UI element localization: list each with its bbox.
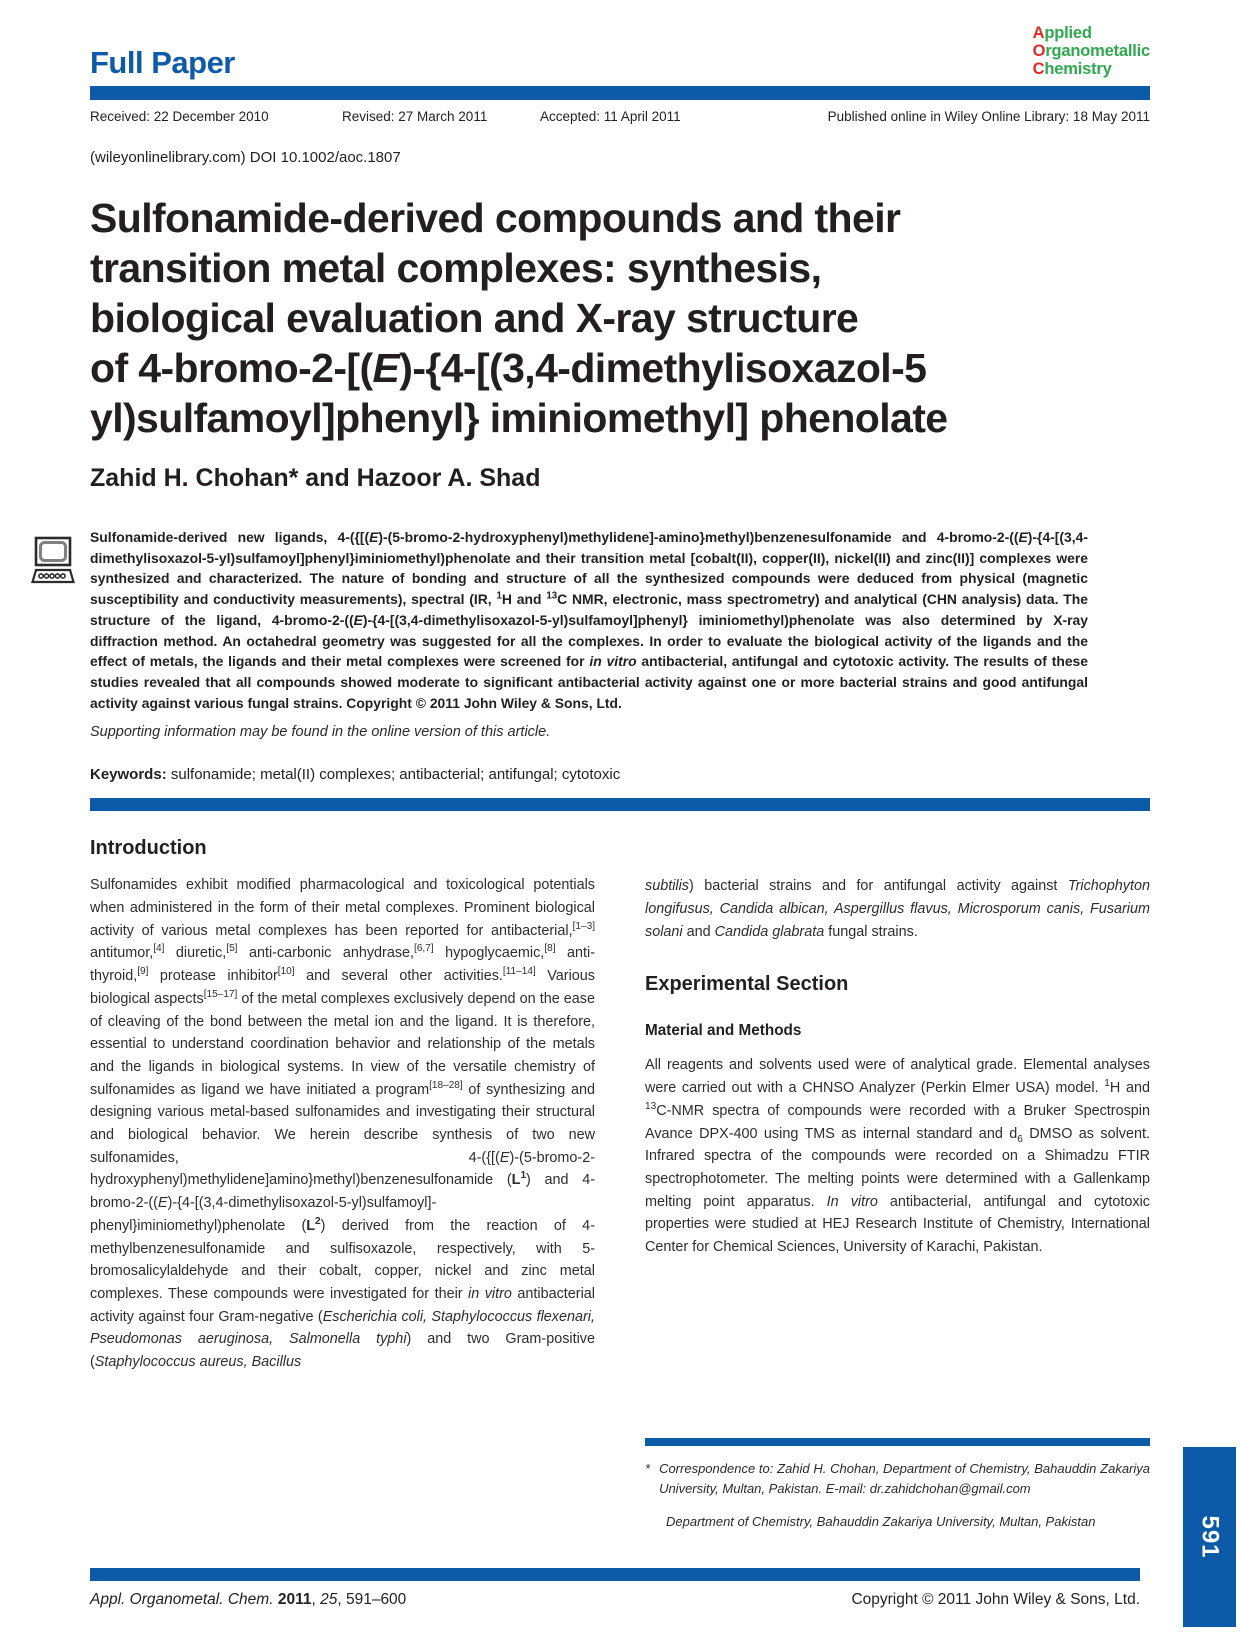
supporting-info-monitor-icon [30, 529, 76, 596]
copyright-notice: Copyright © 2011 John Wiley & Sons, Ltd. [851, 1591, 1140, 1608]
footnote-block [645, 1438, 1150, 1531]
revised-date: Revised: 27 March 2011 [342, 109, 488, 124]
article-title [90, 193, 1150, 443]
title-line: Sulfonamide-derived compounds and their [90, 195, 901, 241]
published-date: Published online in Wiley Online Library: 18 May 2011 [827, 109, 1150, 124]
left-column [90, 827, 595, 1373]
correspondence-text[interactable]: Correspondence to: Zahid H. Chohan, Department of Chemistry, Bahauddin Zakariya University, Multan, Pakistan. E-mail: dr.zahidchohan@gmail.com [659, 1461, 1150, 1496]
received-date: Received: 22 December 2010 [90, 109, 269, 124]
keywords-label: Keywords: [90, 766, 167, 784]
journal-citation: Appl. Organometal. Chem. 2011, 25, 591–600 [90, 1591, 407, 1608]
logo-line-3: Chemistry [1032, 60, 1112, 78]
supporting-info-note: Supporting information may be found in the online version of this article. [90, 724, 551, 741]
introduction-paragraph: Sulfonamides exhibit modified pharmacological and toxicological potentials when administered in the form of their metal complexes. Prominent biological activity of various metal complexes has been reported for antibacterial,[1–3] antitumor,[4] diuretic,[5] anti-carbonic anhydrase,[6,7] hypoglycaemic,[8] anti-thyroid,[9] protease inhibitor[10] and several other activities.[11–14] Various biological aspects[15–17] of the metal complexes exclusively depend on the ease of cleaving of the bond between the metal ion and the ligand. It is therefore, essential to understand coordination behavior and relationship of the metals and the ligands in biological systems. In view of the versatile chemistry of sulfonamides as ligand we have initiated a program[18–28] of synthesizing and designing various metal-based sulfonamides and investigating their structural and biological behavior. We herein describe synthesis of two new sulfonamides, 4-({[(E)-(5-bromo-2-hydroxyphenyl)methylidene]amino}methyl)benzenesulfonamide $(L^1)$ and 4-bromo-2-((E)-{4-[(3,4-dimethylisoxazol-5-yl)sulfamoyl]-phenyl}iminiomethyl)phenolate $(L^2)$ derived from the reaction of 4-methylbenzenesulfonamide and sulfisoxazole, respectively, with 5-bromosalicylaldehyde and their cobalt, copper, nickel and zinc metal complexes. These compounds were investigated for their in vitro antibacterial activity against four Gram-negative (Escherichia coli, Staphylococcus flexenari, Pseudomonas aeruginosa, Salmonella typhi) and two Gram-positive (Staphylococcus aureus, Bacillus [90, 877, 596, 1371]
footnote-rule [645, 1438, 1150, 1446]
material-methods-subheading: Material and Methods [645, 1022, 802, 1040]
title-line: biological evaluation and X-ray structure [90, 295, 859, 341]
doi-line: (wileyonlinelibrary.com) DOI 10.1002/aoc.1807 [90, 149, 401, 166]
abstract-divider-rule [90, 798, 1150, 811]
title-line: yl)sulfamoyl]phenyl} iminiomethyl] phenolate [90, 395, 948, 441]
correspondence-note [645, 1459, 1150, 1498]
introduction-continued-paragraph: subtilis) bacterial strains and for antifungal activity against Trichophyton longifusus, Candida albican, Aspergillus flavus, Microsporum canis, Fusarium solani and Candida glabrata fungal strains. [645, 878, 1150, 940]
keywords-line [90, 766, 1150, 783]
keywords-text: sulfonamide; metal(II) complexes; antibacterial; antifungal; cytotoxic [170, 766, 621, 784]
affiliation-text: Department of Chemistry, Bahauddin Zakariya University, Multan, Pakistan [666, 1514, 1096, 1529]
page-number: 591 [1196, 1515, 1224, 1559]
article-type-label: Full Paper [90, 45, 235, 80]
footnote-asterisk: * [645, 1461, 651, 1476]
journal-logo [1033, 24, 1150, 78]
dates-row [90, 109, 1150, 124]
page-number-tab [1183, 1447, 1236, 1627]
accepted-date: Accepted: 11 April 2011 [540, 109, 681, 124]
abstract-text: Sulfonamide-derived new ligands, 4-({[(E)-(5-bromo-2-hydroxyphenyl)methylidene]-amino}methyl)benzenesulfonamide and 4-bromo-2-((E)-{4-[(3,4-dimethylisoxazol-5-yl)sulfamoyl]phenyl}iminiomethyl)phenolate and their transition metal [cobalt(II), copper(II), nickel(II) and zinc(II)] complexes were synthesized and characterized. The nature of bonding and structure of all the synthesized compounds were deduced from physical (magnetic susceptibility and conductivity measurements), spectral (IR, $^1$H and $^{13}$C NMR, electronic, mass spectrometry) and analytical (CHN analysis) data. The structure of the ligand, 4-bromo-2-((E)-{4-[(3,4-dimethylisoxazol-5-yl)sulfamoyl]phenyl} iminiomethyl)phenolate was also determined by X-ray diffraction method. An octahedral geometry was suggested for all the complexes. In order to evaluate the biological activity of the ligands and the effect of metals, the ligands and their metal complexes were screened for in vitro antibacterial, antifungal and cytotoxic activity. The results of these studies revealed that all compounds showed moderate to significant antibacterial activity against one or more bacterial strains and good antifungal activity against various fungal strains. Copyright © 2011 John Wiley & Sons, Ltd. [90, 529, 1089, 711]
abstract-block [90, 527, 1150, 713]
logo-line-1: Applied [1032, 24, 1092, 42]
title-line: transition metal complexes: synthesis, [90, 245, 822, 291]
experimental-heading: Experimental Section [645, 973, 849, 996]
footer-rule [90, 1568, 1140, 1581]
material-methods-paragraph: All reagents and solvents used were of analytical grade. Elemental analyses were carried out with a CHNSO Analyzer (Perkin Elmer USA) model. $^1$H and $^{13}$C-NMR spectra of compounds were recorded with a Bruker Spectrospin Avance DPX-400 using TMS as internal standard and $d_6$ DMSO as solvent. Infrared spectra of the compounds were recorded on a Shimadzu FTIR spectrophotometer. The melting points were determined with a Gallenkamp melting point apparatus. In vitro antibacterial, antifungal and cytotoxic properties were studied at HEJ Research Institute of Chemistry, International Center for Chemical Sciences, University of Karachi, Pakistan. [645, 1057, 1150, 1256]
introduction-heading: Introduction [90, 837, 207, 860]
logo-line-2: Organometallic [1032, 42, 1150, 60]
header-rule [90, 86, 1150, 100]
masthead [90, 0, 1150, 78]
footer-row [90, 1591, 1140, 1609]
body-columns [90, 827, 1150, 1373]
title-line: of 4-bromo-2-[(E)-{4-[(3,4-dimethylisoxazol-5 [90, 345, 927, 391]
authors: Zahid H. Chohan* and Hazoor A. Shad [90, 464, 541, 492]
right-column [645, 827, 1150, 1373]
